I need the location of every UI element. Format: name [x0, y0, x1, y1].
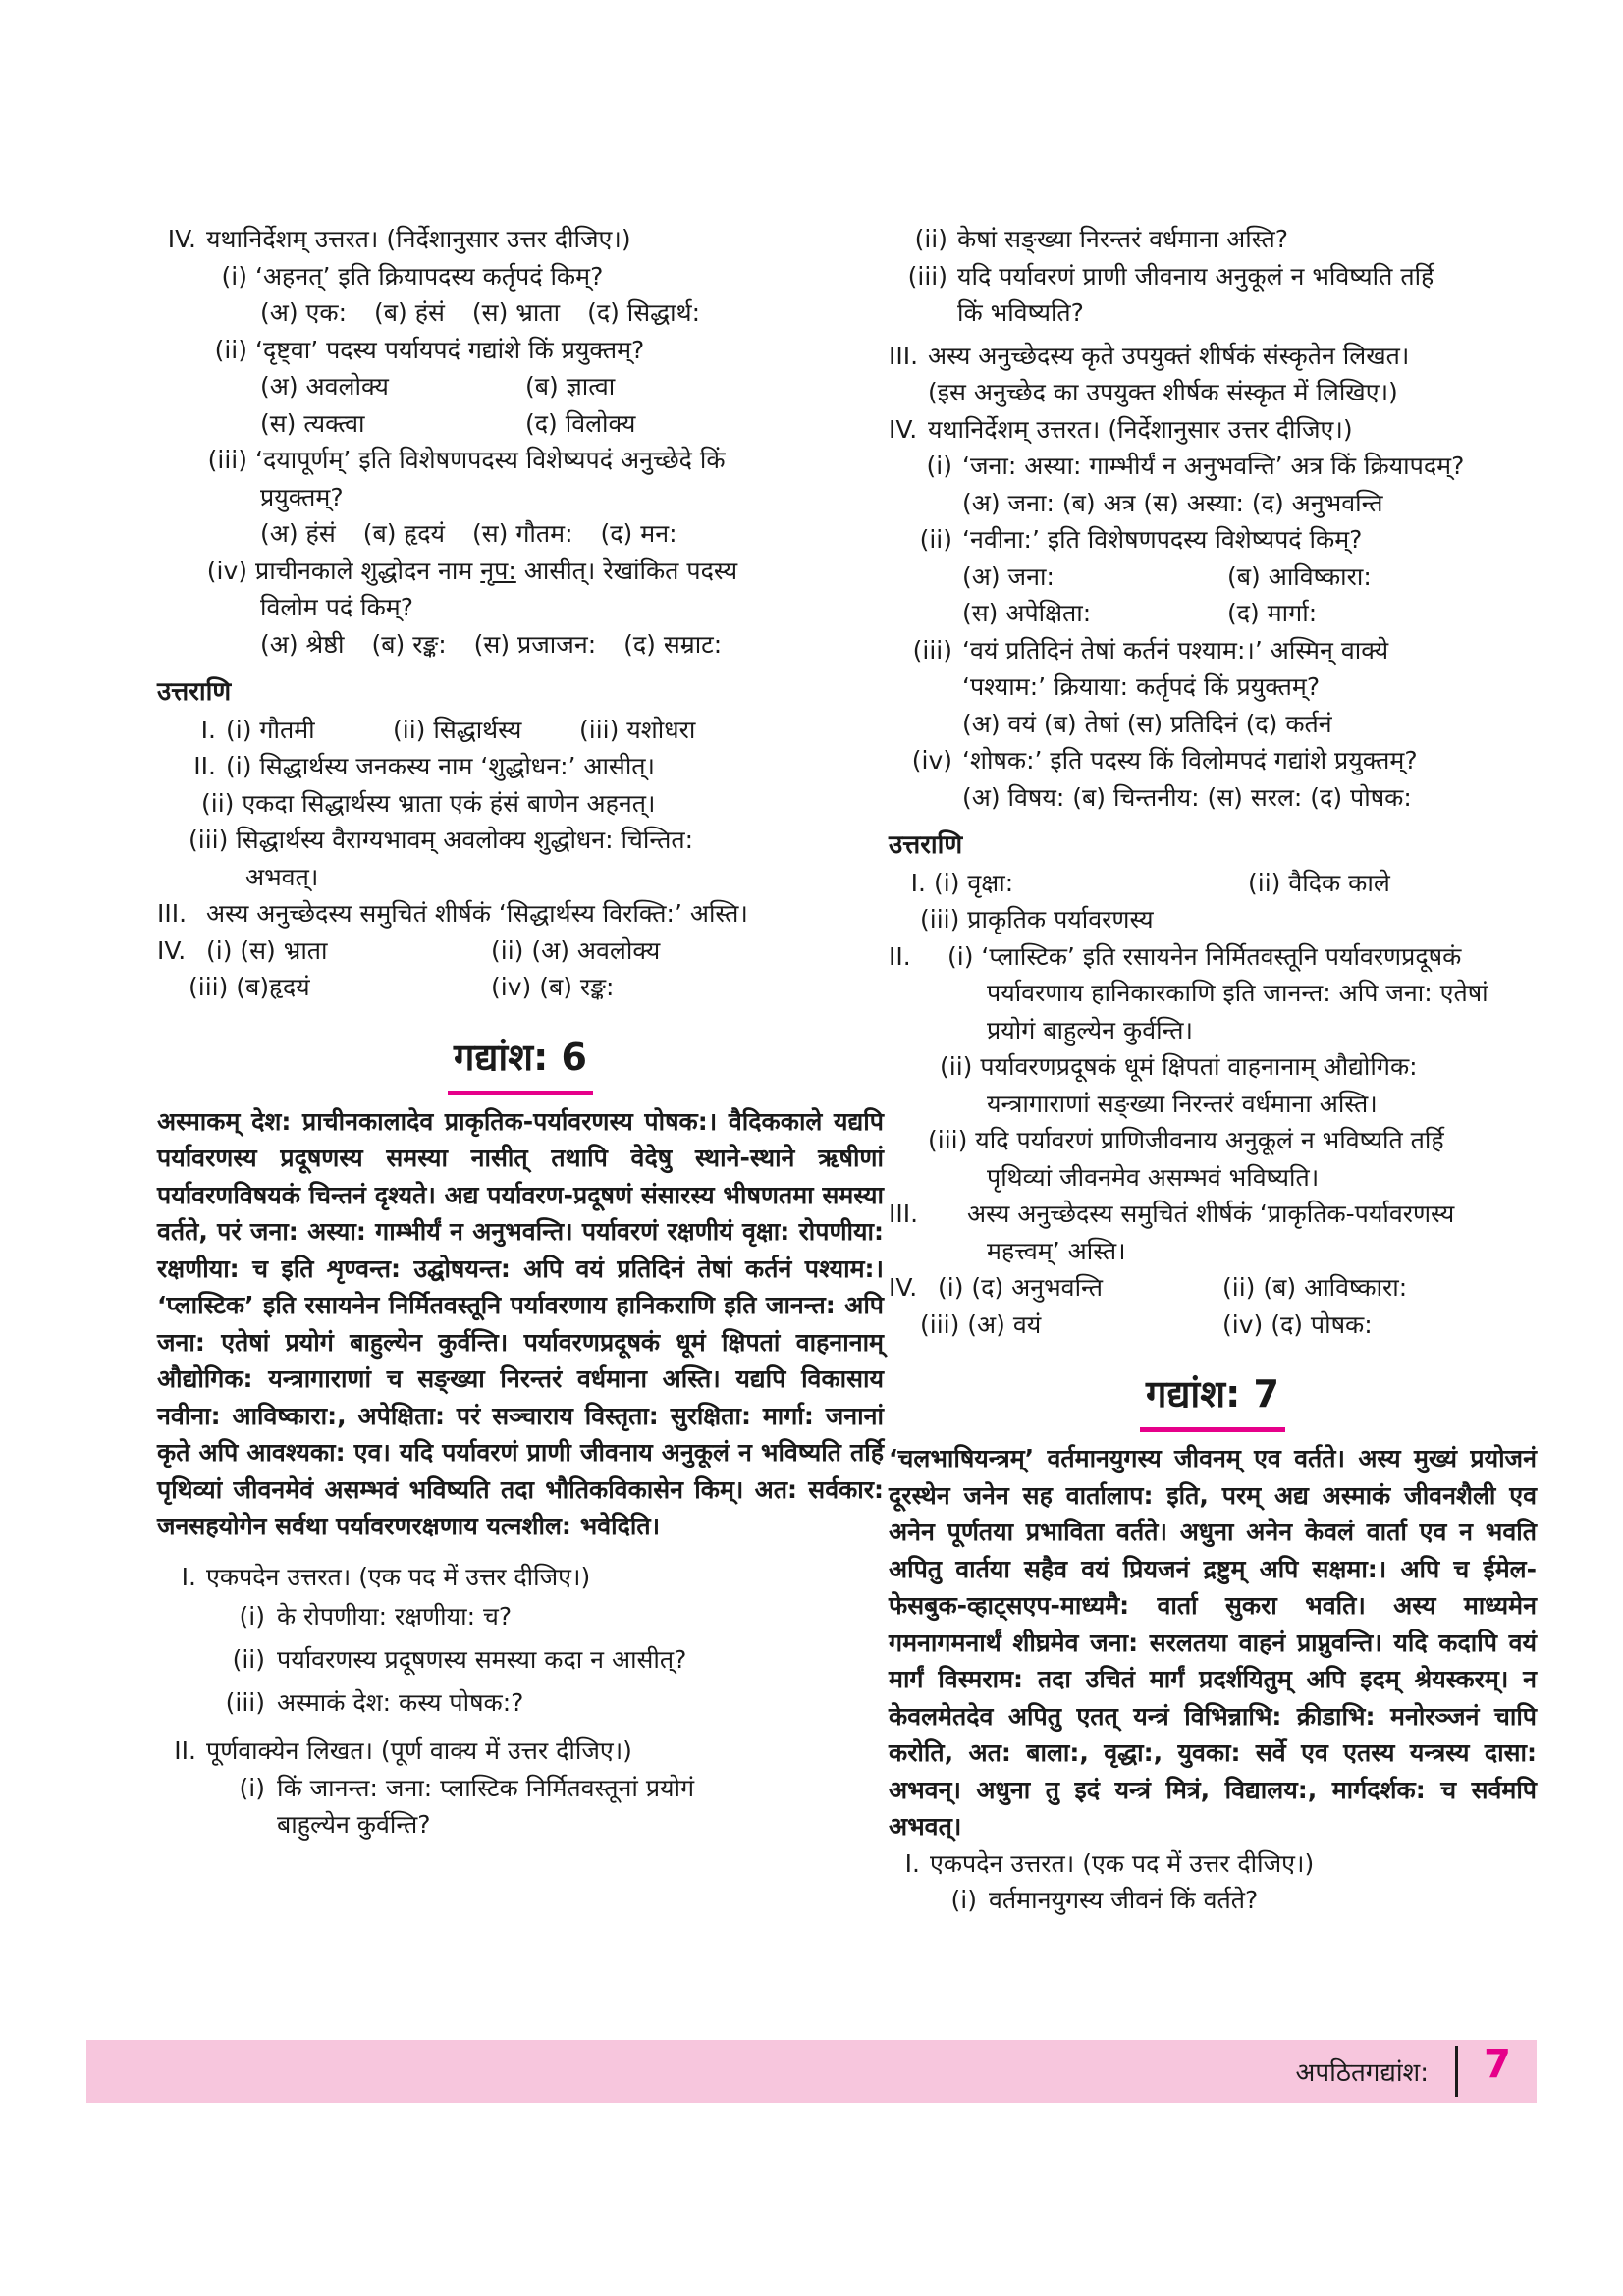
q2-i-cont: बाहुल्येन कुर्वन्ति? — [277, 1810, 431, 1839]
q4-ii-options: (अ) जना: (ब) आविष्कारा: (स) अपेक्षिता: (द) मार्गा: — [962, 561, 1372, 627]
answer-iv: IV. (i) (स) भ्राता (ii) (अ) अवलोक्य — [157, 935, 661, 965]
q3-hindi: (इस अनुच्छेद का उपयुक्त शीर्षक संस्कृत में लिखिए।) — [928, 378, 1398, 406]
gadyansh-6-title: गद्यांश: 6 — [157, 1028, 884, 1095]
footer-band — [86, 2040, 1537, 2103]
options-iv-ii: (अ) अवलोक्य (ब) ज्ञात्वा (स) त्यक्त्वा (द) विलोक्य — [260, 372, 636, 438]
q2-iii-cont: किं भविष्यति? — [957, 298, 1084, 327]
answer-ii-i: II. (i) सिद्धार्थस्य जनकस्य नाम ‘शुद्धोधन:’ आसीत्। — [193, 752, 656, 780]
r-q1-i: (i) वर्तमानयुगस्य जीवनं किं वर्तते? — [950, 1886, 1259, 1914]
answers-heading: उत्तराणि — [157, 677, 232, 707]
question-iv-iii-cont: प्रयुक्तम्? — [260, 482, 344, 511]
r-answer-ii-i-cont2: प्रयोगं बाहुल्येन कुर्वन्ति। — [987, 1015, 1193, 1044]
answer-ii-ii: (ii) एकदा सिद्धार्थस्य भ्राता एकं हंसं बाणेन अहनत्। — [201, 788, 656, 818]
answer-ii-iii-cont: अभवत्। — [245, 862, 319, 891]
q4-iii-cont: ‘पश्याम:’ क्रियाया: कर्तृपदं किं प्रयुक्तम्? — [962, 672, 1321, 701]
right-column — [889, 221, 1537, 1919]
r-section-i: I. एकपदेन उत्तरत। (एक पद में उत्तर दीजिए।) — [904, 1848, 1315, 1878]
gadyansh-7-title: गद्यांश: 7 — [889, 1364, 1537, 1432]
left-column — [157, 221, 884, 1843]
r-answer-iv: IV. (i) (द) अनुभवन्ति (ii) (ब) आविष्कारा: — [889, 1273, 1408, 1302]
r-answer-ii-ii-cont: यन्त्रागाराणां सङ्ख्या निरन्तरं वर्धमाना अस्ति। — [987, 1089, 1378, 1118]
r-answer-ii-ii: (ii) पर्यावरणप्रदूषकं धूमं क्षिपतां वाहनानाम् औद्योगिक: — [940, 1052, 1418, 1081]
q2-ii: (ii) केषां सङ्ख्या निरन्तरं वर्धमाना अस्ति? — [914, 225, 1288, 253]
footer-section-title: अपठितगद्यांश: — [1295, 2058, 1429, 2088]
r-answer-ii-i-cont1: पर्यावरणाय हानिकारकाणि इति जानन्त: अपि जना: एतेषां — [987, 979, 1488, 1007]
q4: IV. यथानिर्देशम् उत्तरत। (निर्देशानुसार उत्तर दीजिए।) — [889, 414, 1353, 444]
question-iv-iv: (iv) प्राचीनकाले शुद्धोदन नाम नृप: आसीत्। रेखांकित पदस्य — [206, 556, 738, 585]
answer-iii: III. अस्य अनुच्छेदस्य समुचितं शीर्षकं ‘सिद्धार्थस्य विरक्ति:’ अस्ति। — [157, 899, 748, 928]
answer-ii-iii: (iii) सिद्धार्थस्य वैराग्यभावम् अवलोक्य शुद्धोधन: चिन्तित: — [189, 826, 694, 854]
q4-iv-options: (अ) विषय: (ब) चिन्तनीय: (स) सरल: (द) पोषक: — [962, 782, 1412, 812]
footer-divider — [1455, 2046, 1458, 2097]
options-iv-i: (अ) एक: (ब) हंसं (स) भ्राता (द) सिद्धार्थ: — [260, 298, 701, 327]
r-answer-iii-cont: महत्त्वम्’ अस्ति। — [987, 1236, 1126, 1265]
question-iv-iii: (iii) ‘दयापूर्णम्’ इति विशेषणपदस्य विशेष्यपदं अनुच्छेदे किं — [207, 446, 726, 474]
page-number: 7 — [1484, 2042, 1511, 2087]
q2-iii: (iii) यदि पर्यावरणं प्राणी जीवनाय अनुकूलं न भविष्यति तर्हि — [907, 261, 1434, 291]
passage-6: अस्माकम् देश: प्राचीनकालादेव प्राकृतिक-पर्यावरणस्य पोषक:। वैदिककाले यद्यपि पर्यावरणस्य प्रदूषणस्य समस्या नासीत् तथापि वेदेषु स्थाने-स्थाने ऋषीणां पर्यावरणविषयकं चिन्तनं दृश्यते। अद्य पर्यावरण-प्रदूषणं संसारस्य भीषणतमा समस्या वर्तते, परं जना: अस्या: गाम्भीर्यं न अनुभवन्ति। पर्यावरणं रक्षणीयं वृक्षा: रोपणीया: रक्षणीया: च इति शृण्वन्त: उद्घोषयन्त: अपि वयं प्रतिदिनं तेषां कर्तनं पश्याम:। ‘प्लास्टिक’ इति रसायनेन निर्मितवस्तूनि पर्यावरणाय हानिकराणि इति जानन्त: अपि जना: एतेषां प्रयोगं बाहुल्येन कुर्वन्ति। पर्यावरणप्रदूषकं धूमं क्षिपतां वाहनानाम् औद्योगिक: यन्त्रागाराणां च सङ्ख्या निरन्तरं वर्धमाना अस्ति। यद्यपि विकासाय नवीना: आविष्कारा:, अपेक्षिता: परं सञ्चाराय विस्तृता: सुरक्षिता: मार्गा: जनानां कृते अपि आवश्यका: एव। यदि पर्यावरणं प्राणी जीवनाय अनुकूलं न भविष्यति तर्हि पृथिव्यां जीवनमेवं असम्भवं भविष्यति तदा भौतिकविकासेन किम्। अत: सर्वकार: जनसहयोगेन सर्वथा पर्यावरणरक्षणाय यत्नशील: भवेदिति। — [157, 1106, 884, 1540]
answer-iv-cont: (iii) (ब)हृदयं (iv) (ब) रङ्क: — [189, 973, 615, 1001]
q4-i-options: (अ) जना: (ब) अत्र (स) अस्या: (द) अनुभवन्ति — [962, 488, 1383, 517]
r-answer-i: I. (i) वृक्षा: (ii) वैदिक काले — [910, 868, 1390, 897]
r-answer-ii-i: II. (i) ‘प्लास्टिक’ इति रसायनेन निर्मितवस्तूनि पर्यावरणप्रदूषकं — [889, 941, 1462, 971]
section-i: I. एकपदेन उत्तरत। (एक पद में उत्तर दीजिए।) — [181, 1562, 591, 1591]
r-answer-ii-iii: (iii) यदि पर्यावरणं प्राणिजीवनाय अनुकूलं न भविष्यति तर्हि — [928, 1126, 1444, 1154]
q4-i: (i) ‘जना: अस्या: गाम्भीर्यं न अनुभवन्ति’ अत्र किं क्रियापदम्? — [926, 452, 1465, 480]
q1-ii: (ii) पर्यावरणस्य प्रदूषणस्य समस्या कदा न आसीत्? — [232, 1645, 687, 1674]
q1-i: (i) के रोपणीया: रक्षणीया: च? — [239, 1602, 513, 1630]
question-iv-iv-cont: विलोम पदं किम्? — [260, 593, 414, 621]
r-answer-i-iii: (iii) प्राकृतिक पर्यावरणस्य — [920, 905, 1154, 934]
answer-i: I. (i) गौतमी (ii) सिद्धार्थस्य (iii) यशोधरा — [200, 715, 696, 744]
q3: III. अस्य अनुच्छेदस्य कृते उपयुक्तं शीर्षकं संस्कृतेन लिखत। — [889, 341, 1410, 370]
options-iv-iv: (अ) श्रेष्ठी (ब) रङ्क: (स) प्रजाजन: (द) सम्राट: — [260, 629, 723, 659]
q1-iii: (iii) अस्माकं देश: कस्य पोषक:? — [225, 1688, 524, 1717]
answers-heading-right: उत्तराणि — [889, 830, 963, 860]
q4-iii: (iii) ‘वयं प्रतिदिनं तेषां कर्तनं पश्याम:।’ अस्मिन् वाक्ये — [912, 635, 1389, 665]
question-iv-i: (i) ‘अहनत्’ इति क्रियापदस्य कर्तृपदं किम्? — [221, 261, 604, 291]
options-iv-iii: (अ) हंसं (ब) हृदयं (स) गौतम: (द) मन: — [260, 519, 677, 548]
r-answer-ii-iii-cont: पृथिव्यां जीवनमेव असम्भवं भविष्यति। — [987, 1162, 1320, 1192]
passage-7: ‘चलभाषियन्त्रम्’ वर्तमानयुगस्य जीवनम् एव वर्तते। अस्य मुख्यं प्रयोजनं दूरस्थेन जनेन सह वार्तालाप: इति, परम् अद्य अस्माकं जीवनशैली एव अनेन पूर्णतया प्रभाविता वर्तते। अधुना अनेन केवलं वार्ता एव न भवति अपितु वार्तया सहैव वयं प्रियजनं द्रष्टुम् अपि सक्षमा:। अपि च ईमेल-फेसबुक-व्हाट्सएप-माध्यमै: वार्ता सुकरा भवति। अस्य माध्यमेन गमनागमनार्थं शीघ्रमेव जना: सरलतया वाहनं प्राप्नुवन्ति। यदि कदापि वयं मार्गं विस्मराम: तदा उचितं मार्गं प्रदर्शयितुम् अपि इदम् श्रेयस्करम्। न केवलमेतदेव अपितु एतत् यन्त्रं विभिन्नाभि: क्रीडाभि: मनोरञ्जनं चापि करोति, अत: बाला:, वृद्धा:, युवका: सर्वे एव एतस्य यन्त्रस्य दासा: अभवन्। अधुना तु इदं यन्त्रं मित्रं, विद्यालय:, मार्गदर्शक: च सर्वमपि अभवत्। — [889, 1444, 1537, 1841]
q4-iv: (iv) ‘शोषक:’ इति पदस्य किं विलोमपदं गद्यांशे प्रयुक्तम्? — [911, 746, 1418, 774]
question-iv-ii: (ii) ‘दृष्ट्वा’ पदस्य पर्यायपदं गद्यांशे किं प्रयुक्तम्? — [214, 335, 645, 364]
q4-iii-options: (अ) वयं (ब) तेषां (स) प्रतिदिनं (द) कर्तनं — [962, 709, 1332, 738]
r-answer-iv-cont: (iii) (अ) वयं (iv) (द) पोषक: — [920, 1309, 1373, 1339]
q4-ii: (ii) ‘नवीना:’ इति विशेषणपदस्य विशेष्यपदं किम्? — [919, 525, 1363, 554]
q2-i: (i) किं जानन्त: जना: प्लास्टिक निर्मितवस्तूनां प्रयोगं — [239, 1773, 695, 1802]
section-ii: II. पूर्णवाक्येन लिखत। (पूर्ण वाक्य में उत्तर दीजिए।) — [174, 1736, 632, 1765]
r-answer-iii: III. अस्य अनुच्छेदस्य समुचितं शीर्षकं ‘प्राकृतिक-पर्यावरणस्य — [889, 1200, 1455, 1228]
question-iv: IV. यथानिर्देशम् उत्तरत। (निर्देशानुसार उत्तर दीजिए।) — [167, 225, 631, 253]
